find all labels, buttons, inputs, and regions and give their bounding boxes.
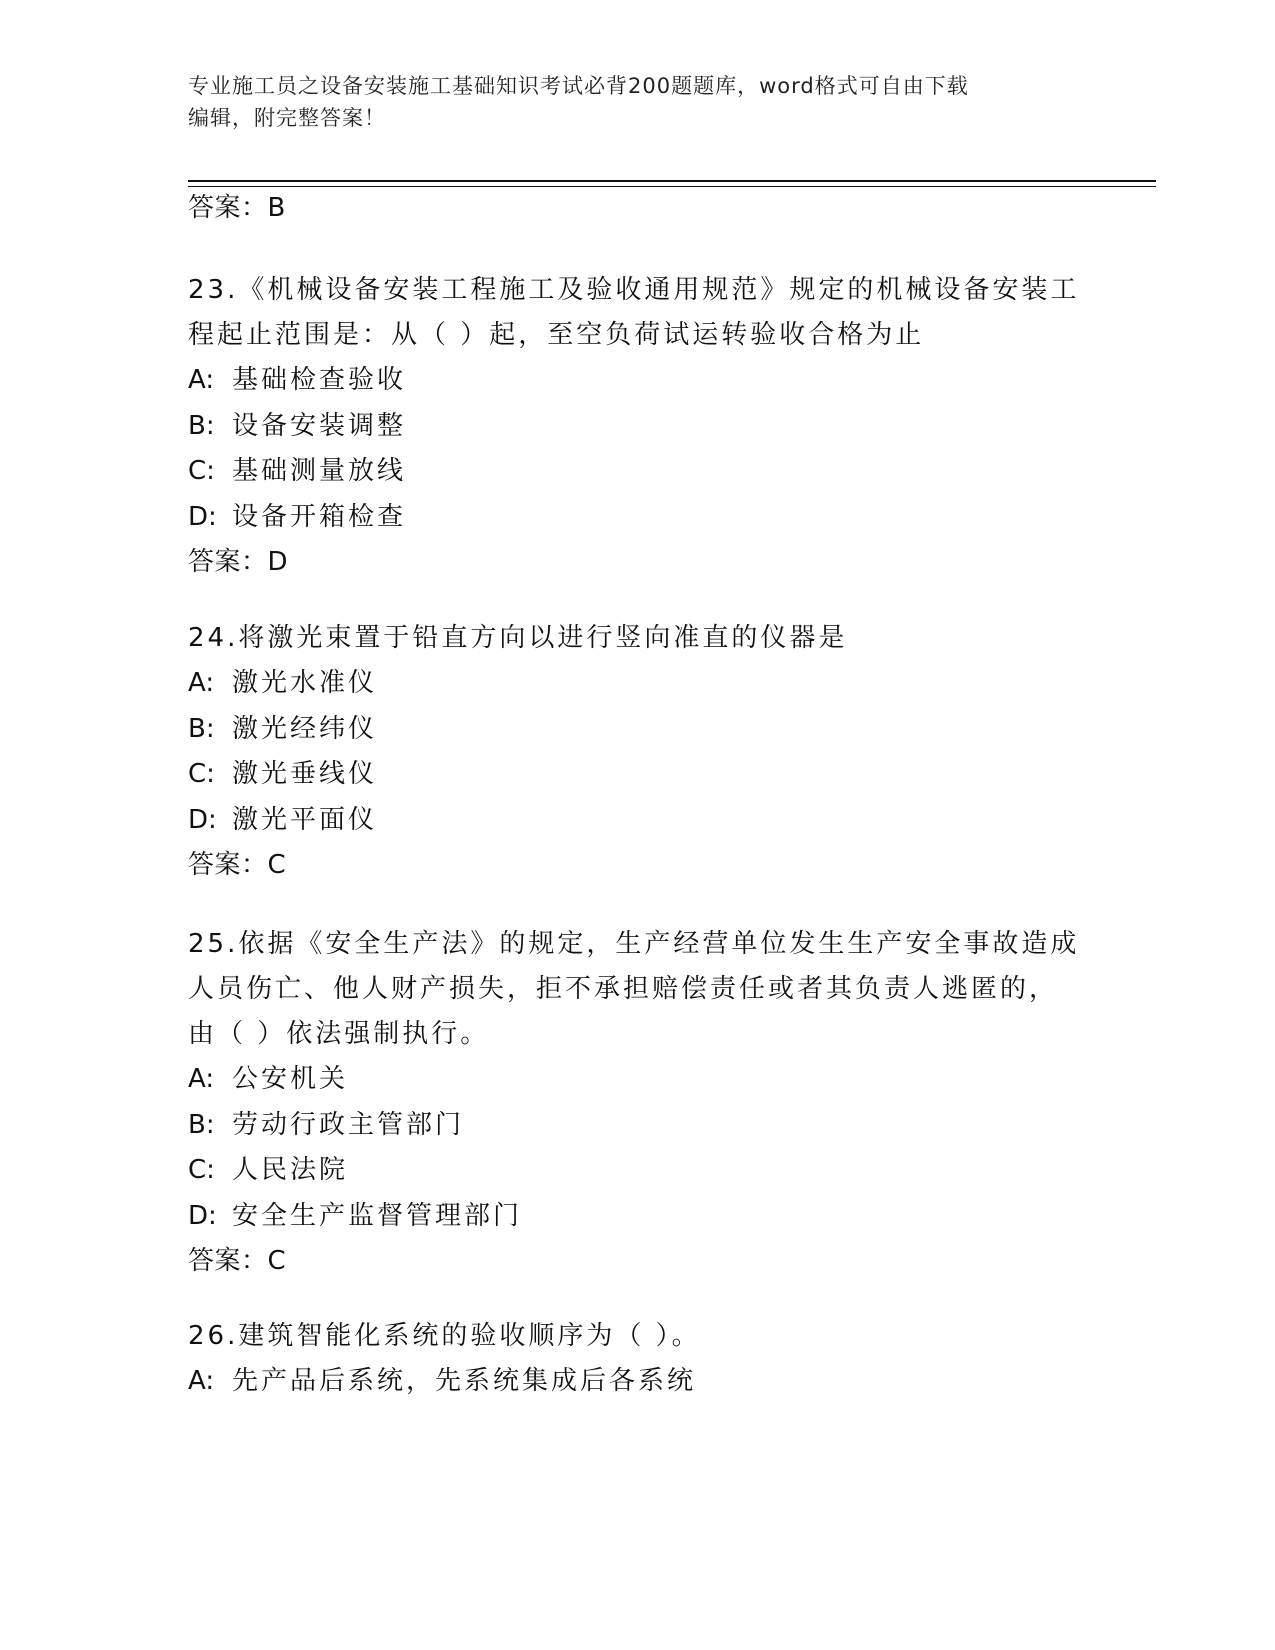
option-letter: C: (188, 759, 215, 789)
question-text-line: 程起止范围是：从（ ）起，至空负荷试运转验收合格为止 (188, 320, 925, 350)
question-text (188, 922, 1088, 1057)
option-letter: A: (188, 1366, 215, 1396)
answer-line: 答案：D (188, 547, 289, 577)
option-text: 激光垂线仪 (232, 759, 378, 789)
question-26 (188, 1314, 1088, 1405)
option-text: 激光经纬仪 (232, 713, 378, 744)
question-text (188, 616, 1088, 661)
question-text-line: 25.依据《安全生产法》的规定，生产经营单位发生生产安全事故造成 (188, 929, 1080, 959)
document-header (188, 70, 1068, 134)
question-text-line: 26.建筑智能化系统的验收顺序为（ ）。 (188, 1321, 701, 1351)
question-text-line: 23.《机械设备安装工程施工及验收通用规范》规定的机械设备安装工 (188, 275, 1080, 305)
option-text: 激光平面仪 (232, 804, 378, 835)
option-letter: D: (188, 1200, 217, 1231)
option-text: 公安机关 (232, 1064, 349, 1094)
option-letter: A: (188, 1064, 215, 1094)
option-text: 设备安装调整 (232, 410, 407, 441)
option-b (188, 1103, 1088, 1149)
header-rule-thick (188, 180, 1156, 182)
option-a (188, 1359, 1088, 1405)
option-letter: B: (188, 1109, 215, 1140)
option-letter: A: (188, 668, 215, 698)
question-25 (188, 922, 1088, 1284)
option-d (188, 495, 1088, 541)
option-b (188, 404, 1088, 450)
option-a (188, 358, 1088, 404)
option-letter: B: (188, 713, 215, 744)
header-line-2: 编辑，附完整答案！ (188, 106, 386, 130)
option-letter: A: (188, 365, 215, 395)
option-letter: C: (188, 1155, 215, 1185)
option-b (188, 707, 1088, 753)
option-d (188, 798, 1088, 844)
option-c (188, 752, 1088, 798)
option-text: 先产品后系统，先系统集成后各系统 (232, 1366, 697, 1396)
option-text: 基础检查验收 (232, 365, 407, 395)
question-text-line: 人员伤亡、他人财产损失，拒不承担赔偿责任或者其负责人逃匿的， (188, 974, 1059, 1004)
option-letter: C: (188, 456, 215, 486)
option-a (188, 1057, 1088, 1103)
header-line-1: 专业施工员之设备安装施工基础知识考试必背200题题库，word格式可自由下载 (188, 74, 969, 98)
option-text: 安全生产监督管理部门 (232, 1200, 523, 1231)
option-letter: B: (188, 410, 215, 441)
answer-line: 答案：C (188, 850, 287, 880)
option-text: 激光水准仪 (232, 668, 378, 698)
question-text-line: 由（ ）依法强制执行。 (188, 1019, 490, 1049)
question-text-line: 24.将激光束置于铅直方向以进行竖向准直的仪器是 (188, 623, 848, 653)
previous-answer: 答案：B (188, 193, 286, 223)
option-letter: D: (188, 804, 217, 835)
option-d (188, 1194, 1088, 1240)
question-24 (188, 616, 1088, 888)
option-c (188, 1148, 1088, 1194)
question-23 (188, 268, 1088, 585)
option-text: 设备开箱检查 (232, 501, 407, 532)
option-a (188, 661, 1088, 707)
option-text: 劳动行政主管部门 (232, 1109, 465, 1140)
option-c (188, 449, 1088, 495)
answer-line: 答案：C (188, 1246, 287, 1276)
header-rule-thin (188, 186, 1156, 187)
option-letter: D: (188, 501, 217, 532)
question-text (188, 1314, 1088, 1359)
question-text (188, 268, 1088, 358)
option-text: 基础测量放线 (232, 456, 407, 486)
option-text: 人民法院 (232, 1155, 349, 1185)
